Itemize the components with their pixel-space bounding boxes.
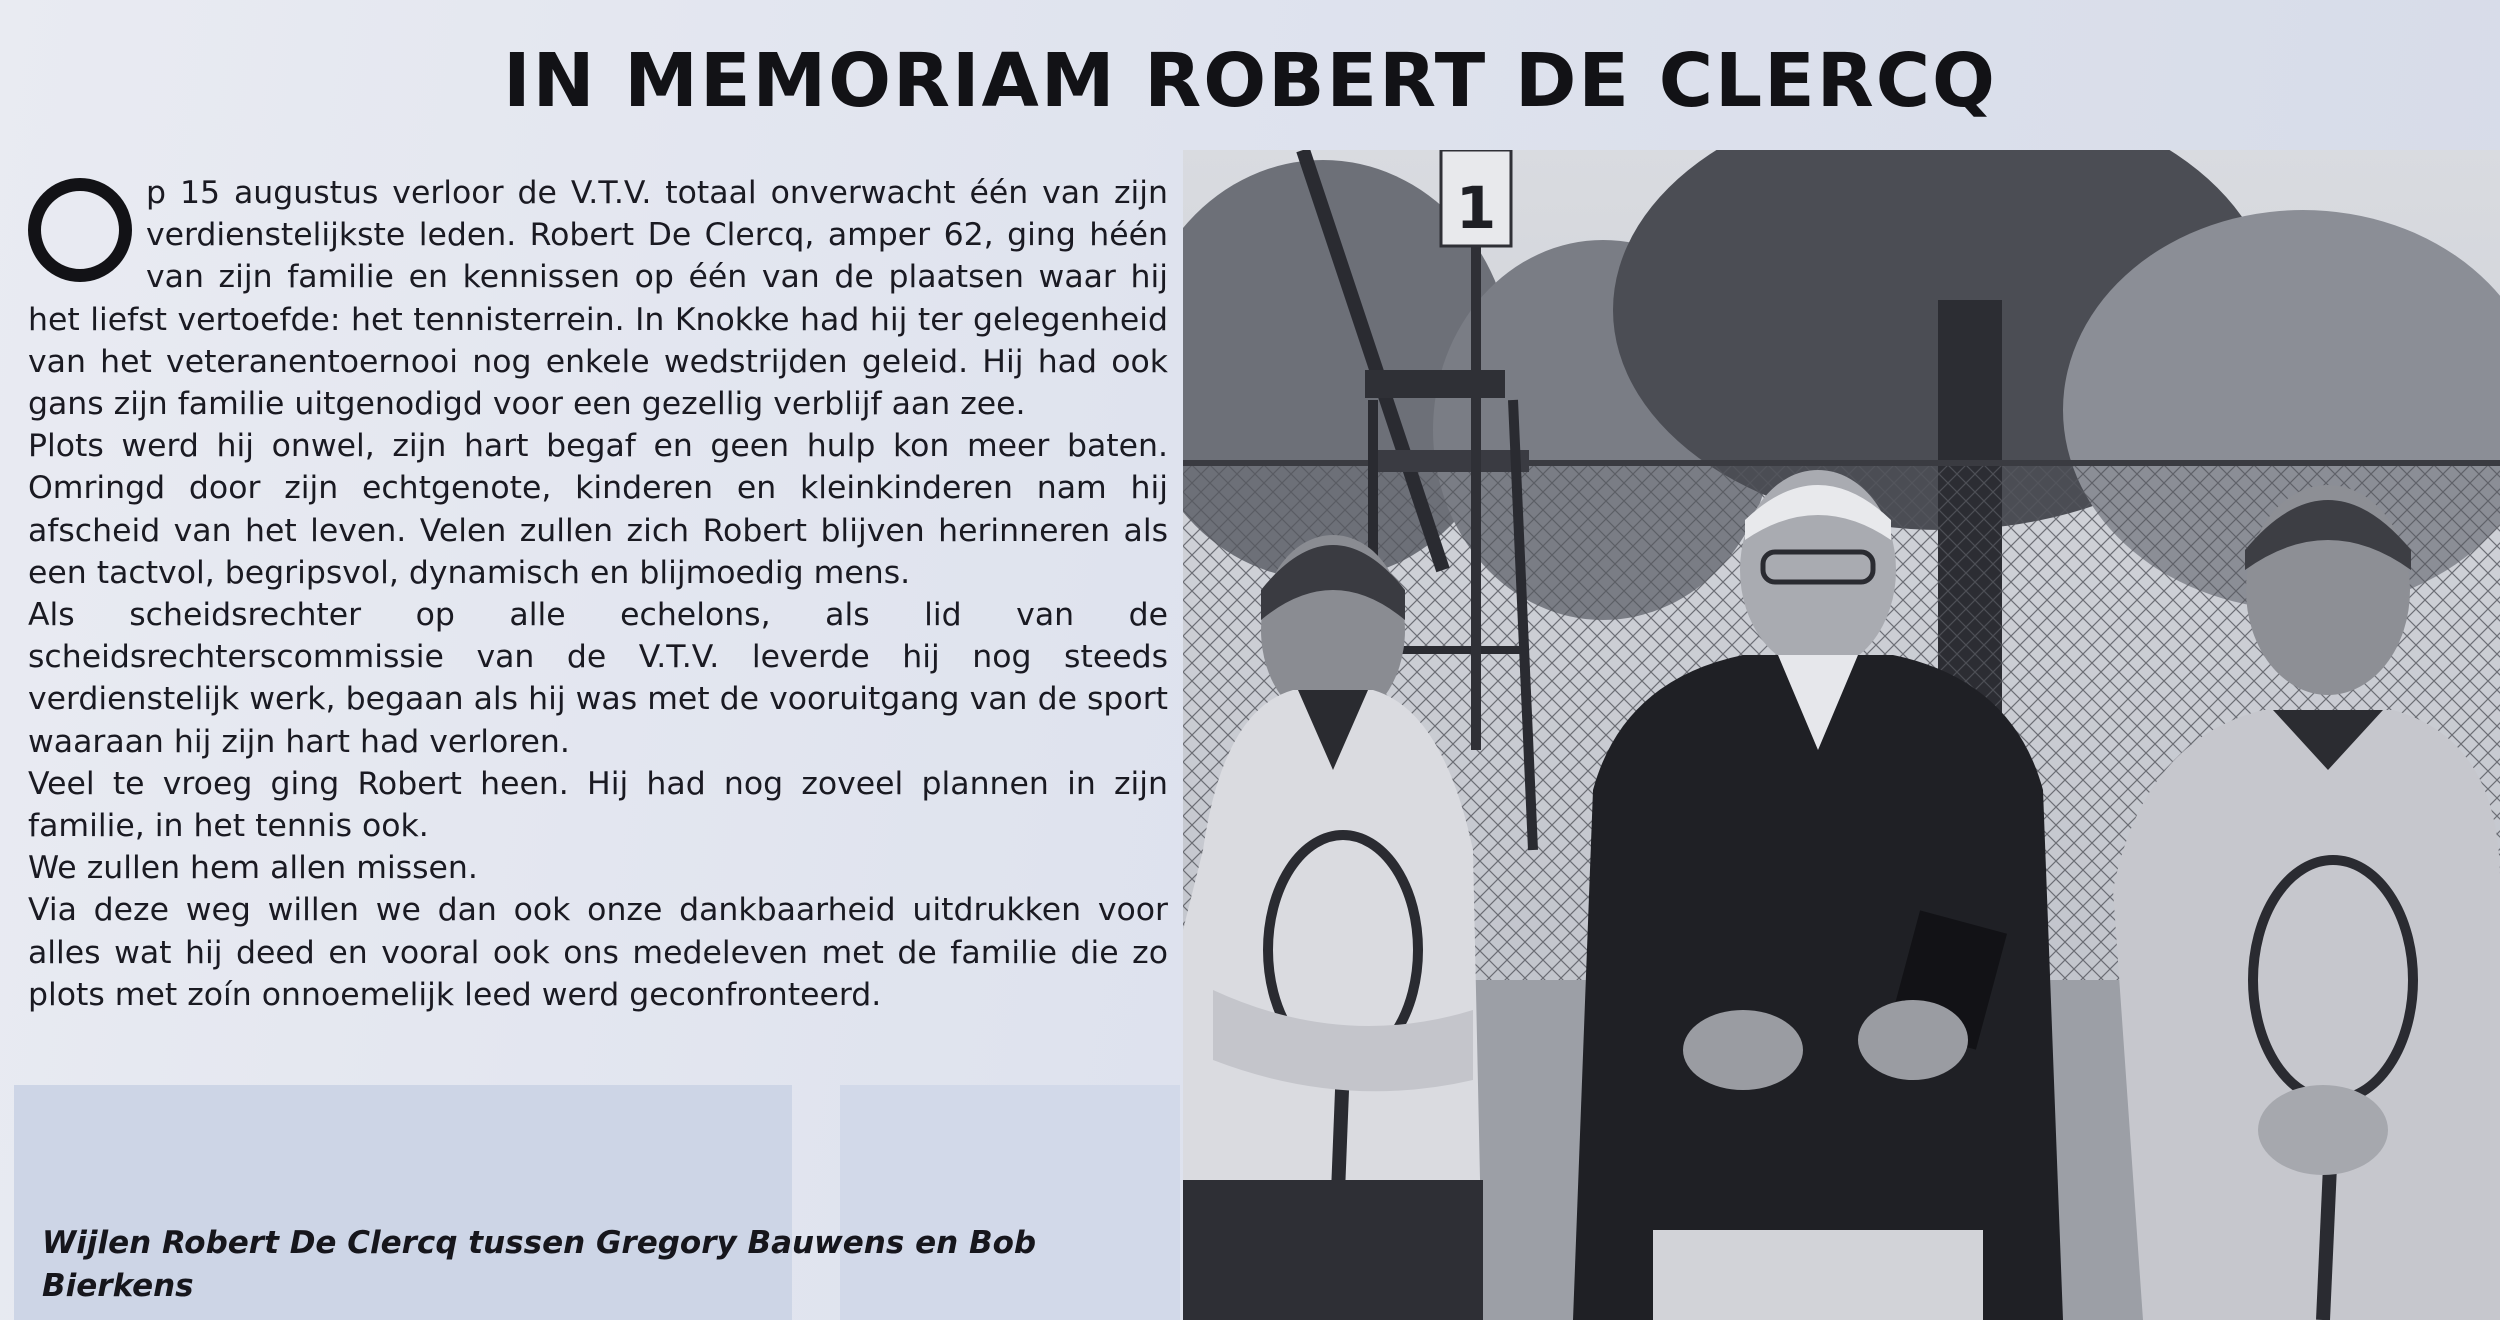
memorial-photo (1183, 150, 2500, 1320)
article-paragraph-2: Plots werd hij onwel, zijn hart begaf en geen hulp kon meer baten. Omringd door zijn echtgenote, kinderen en kleinkinderen nam hij afscheid van het leven. Velen zullen zich Robert blijven herinneren als een tactvol, begripsvol, dynamisch en blijmoedig mens. (28, 428, 1168, 591)
article-paragraph-3: Als scheidsrechter op alle echelons, als lid van de scheidsrechterscommissie van de V.T.V. leverde hij nog steeds verdienstelijk werk, begaan als hij was met de vooruitgang van de sport waaraan hij zijn hart had verloren. (28, 597, 1168, 760)
article-paragraph-4: Veel te vroeg ging Robert heen. Hij had nog zoveel plannen in zijn familie, in het tennis ook. (28, 765, 1168, 845)
dropcap-letter-o (28, 178, 132, 282)
article-paragraph-6: Via deze weg willen we dan ook onze dankbaarheid uitdrukken voor alles wat hij deed en vooral ook ons medeleven met de familie die zo plots met zoín onnoemelijk leed werd geconfronteerd. (28, 892, 1168, 1013)
photo-illustration (1183, 150, 2500, 1320)
court-number: 1 (1455, 174, 1497, 242)
article-paragraph-1: p 15 augustus verloor de V.T.V. totaal onverwacht één van zijn verdienstelijkste leden. Robert De Clercq, amper 62, ging héén van zijn familie en kennissen op één van de plaatsen waar hij het liefst vertoefde: het tennisterrein. In Knokke had hij ter gelegenheid van het veteranentoernooi nog enkele wedstrijden geleid. Hij had ook gans zijn familie uitgenodigd voor een gezellig verblijf aan zee. (28, 175, 1168, 423)
memorial-article (28, 172, 1168, 1016)
photo-caption: Wijlen Robert De Clercq tussen Gregory Bauwens en Bob Bierkens (42, 1225, 1037, 1304)
article-paragraph-5: We zullen hem allen missen. (28, 850, 478, 887)
page-title: IN MEMORIAM ROBERT DE CLERCQ (503, 38, 1997, 124)
